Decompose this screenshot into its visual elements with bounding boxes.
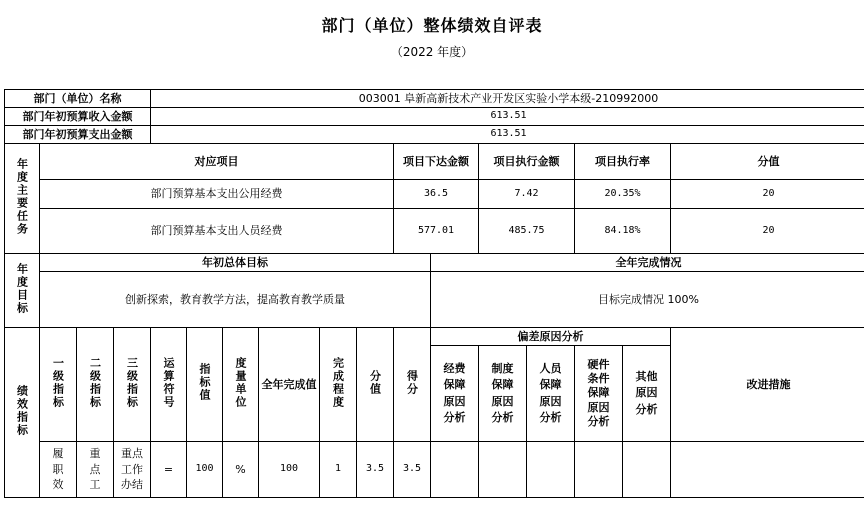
perf-row-unit: % [223, 442, 259, 498]
tasks-section-label: 年度主要任务 [5, 144, 40, 254]
perf-row-annual: 100 [259, 442, 320, 498]
perf-header-annual: 全年完成值 [259, 328, 320, 442]
performance-section-label: 绩效指标 [5, 328, 40, 498]
perf-row-funding [431, 442, 479, 498]
perf-header-deviation: 偏差原因分析 [431, 328, 671, 346]
perf-header-level1: 一级指标 [40, 328, 77, 442]
task-row-item: 部门预算基本支出公用经费 [40, 180, 394, 209]
perf-row-system [479, 442, 527, 498]
tasks-header-allocated: 项目下达金额 [394, 144, 479, 180]
tasks-header-rate: 项目执行率 [575, 144, 671, 180]
perf-header-funding: 经费保障原因分析 [431, 346, 479, 442]
goals-initial-header: 年初总体目标 [40, 254, 431, 272]
task-row-rate: 84.18% [575, 209, 671, 254]
perf-header-personnel: 人员保障原因分析 [527, 346, 575, 442]
perf-row-degree: 1 [320, 442, 357, 498]
goals-section-label: 年度目标 [5, 254, 40, 328]
perf-row-improvement [671, 442, 864, 498]
perf-header-hardware: 硬件条件保障原因分析 [575, 346, 623, 442]
tasks-header-score-value: 分值 [671, 144, 864, 180]
task-row-score-value: 20 [671, 209, 864, 254]
income-value: 613.51 [151, 108, 864, 126]
income-label: 部门年初预算收入金额 [5, 108, 151, 126]
task-row-score-value: 20 [671, 180, 864, 209]
perf-header-level2: 二级指标 [77, 328, 114, 442]
perf-header-other: 其他原因分析 [623, 346, 671, 442]
perf-header-unit: 度量单位 [223, 328, 259, 442]
perf-row-other [623, 442, 671, 498]
perf-header-level3: 三级指标 [114, 328, 151, 442]
task-row-executed: 7.42 [479, 180, 575, 209]
perf-header-system: 制度保障原因分析 [479, 346, 527, 442]
perf-row-score-value: 3.5 [357, 442, 394, 498]
dept-name-label: 部门（单位）名称 [5, 90, 151, 108]
task-row-allocated: 36.5 [394, 180, 479, 209]
page-subtitle: （2022 年度） [390, 45, 474, 59]
tasks-header-executed: 项目执行金额 [479, 144, 575, 180]
perf-row-level3: 重点工作办结 [114, 442, 151, 498]
expense-label: 部门年初预算支出金额 [5, 126, 151, 144]
perf-header-operator: 运算符号 [151, 328, 187, 442]
perf-row-operator: = [151, 442, 187, 498]
evaluation-table [4, 89, 864, 498]
perf-row-level2: 重点工 [77, 442, 114, 498]
perf-header-improvement: 改进措施 [671, 328, 864, 442]
perf-row-level1: 履职效 [40, 442, 77, 498]
tasks-header-item: 对应项目 [40, 144, 394, 180]
goals-initial-value: 创新探索，教育教学方法，提高教育教学质量 [40, 272, 431, 328]
goals-completion-header: 全年完成情况 [431, 254, 864, 272]
perf-header-target: 指标值 [187, 328, 223, 442]
task-row-item: 部门预算基本支出人员经费 [40, 209, 394, 254]
perf-row-personnel [527, 442, 575, 498]
page-title: 部门（单位）整体绩效自评表 [321, 16, 543, 35]
expense-value: 613.51 [151, 126, 864, 144]
perf-header-score-value: 分值 [357, 328, 394, 442]
perf-header-degree: 完成程度 [320, 328, 357, 442]
perf-header-score: 得分 [394, 328, 431, 442]
perf-row-hardware [575, 442, 623, 498]
task-row-allocated: 577.01 [394, 209, 479, 254]
dept-name-value: 003001 阜新高新技术产业开发区实验小学本级-210992000 [151, 90, 864, 108]
perf-row-target: 100 [187, 442, 223, 498]
task-row-rate: 20.35% [575, 180, 671, 209]
goals-completion-value: 目标完成情况 100% [431, 272, 864, 328]
perf-row-score: 3.5 [394, 442, 431, 498]
task-row-executed: 485.75 [479, 209, 575, 254]
